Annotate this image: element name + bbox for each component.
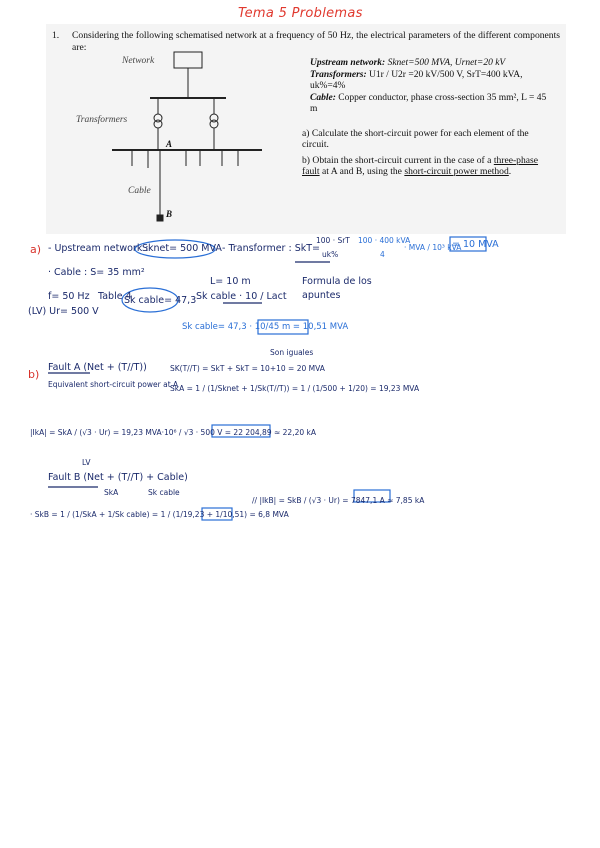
hw-cable-result: Sk cable= 47,3 · 10/45 m = 10,51 MVA <box>182 322 349 332</box>
hw-a-frac-den: uk% <box>322 250 339 259</box>
hw-sk-tt: SK(T//T) = SkT + SkT = 10+10 = 20 MVA <box>170 364 325 373</box>
hw-a-conv: · MVA / 10³ kVA <box>404 243 462 252</box>
cable-data: Cable: Copper conductor, phase cross-section 35 mm², L = 45 m <box>310 92 547 114</box>
transformers-data: Transformers: U1r / U2r =20 kV/500 V, SrT=400 kVA, uk%=4% <box>310 69 523 91</box>
transformer-1-lower <box>154 120 162 128</box>
component-data <box>310 58 555 116</box>
hw-sk-cable-tab: Sk cable= 47,3 <box>124 295 197 306</box>
hw-lv-line: (LV) Ur= 500 V <box>28 306 99 317</box>
hw-a-calc-num: 100 · 400 kVA <box>358 236 411 245</box>
hw-a-transformer: - Transformer : SkT= <box>222 243 320 254</box>
page-title: Tema 5 Problemas <box>238 6 363 21</box>
hw-formula-note-1: Formula de los <box>302 276 372 287</box>
hw-a-sknet: Sknet= 500 MVA <box>142 243 222 254</box>
statement-text: Considering the following schematised network at a frequency of 50 Hz, the electrical parameters of the different components are: <box>72 30 560 53</box>
hw-formula-note-2: apuntes <box>302 290 341 301</box>
hw-fault-a: Fault A (Net + (T//T)) <box>48 362 147 373</box>
hw-a-upstream: - Upstream network : <box>48 243 149 254</box>
label-point-b: B <box>166 209 173 219</box>
hw-b-label: b) <box>28 368 40 381</box>
hw-freq-line: f= 50 Hz <box>48 291 90 302</box>
hw-ska-formula: SkA = 1 / (1/Sknet + 1/Sk(T//T)) = 1 / (1/500 + 1/20) = 19,23 MVA <box>170 384 420 393</box>
label-point-a: A <box>166 139 173 149</box>
hw-ska-lbl: SkA <box>104 488 119 497</box>
hw-skb-formula: · SkB = 1 / (1/SkA + 1/Sk cable) = 1 / (1/19,23 + 1/10,51) = 6,8 MVA <box>30 510 289 519</box>
transformer-2-lower <box>210 120 218 128</box>
hw-a-result-t: = 10 MVA <box>452 239 499 250</box>
problem-number: 1. <box>52 30 60 41</box>
hw-ikb-formula: // |IkB| = SkB / (√3 · Ur) = 7847,1 A ≈ 7,85 kA <box>252 496 425 505</box>
hw-lv-note: LV <box>82 458 91 467</box>
upstream-data: Upstream network: Sknet=500 MVA, Urnet=20 kV <box>310 58 506 68</box>
hw-equiv-note: Equivalent short-circuit power at A <box>48 380 179 389</box>
hw-cable-line: · Cable : S= 35 mm² <box>48 267 145 278</box>
hw-skc-lbl: Sk cable <box>148 488 180 497</box>
label-cable: Cable <box>128 186 151 196</box>
question-a: a) Calculate the short-circuit power for each element of the circuit. <box>302 128 529 150</box>
hw-fault-b: Fault B (Net + (T//T) + Cable) <box>48 472 188 483</box>
label-transformers: Transformers <box>76 115 128 125</box>
hw-a-calc-den: 4 <box>380 250 385 259</box>
network-box <box>174 52 202 68</box>
label-network: Network <box>122 56 155 66</box>
question-b: b) Obtain the short-circuit current in the case of a three-phase fault at A and B, using the short-circuit power method. <box>302 155 539 177</box>
hw-table-ref: Table 4 <box>98 291 132 302</box>
hw-cable-formula: Sk cable · 10 / Lact <box>196 291 287 302</box>
hw-ika-formula: |IkA| = SkA / (√3 · Ur) = 19,23 MVA·10⁶ / √3 · 500 V = 22 204,89 ≈ 22,20 kA <box>30 428 316 437</box>
hw-l-note: L= 10 m <box>210 276 251 287</box>
hw-a-label: a) <box>30 243 42 256</box>
hw-a-frac-num: 100 · SrT <box>316 236 350 245</box>
hw-son-iguales: Son iguales <box>270 348 314 357</box>
